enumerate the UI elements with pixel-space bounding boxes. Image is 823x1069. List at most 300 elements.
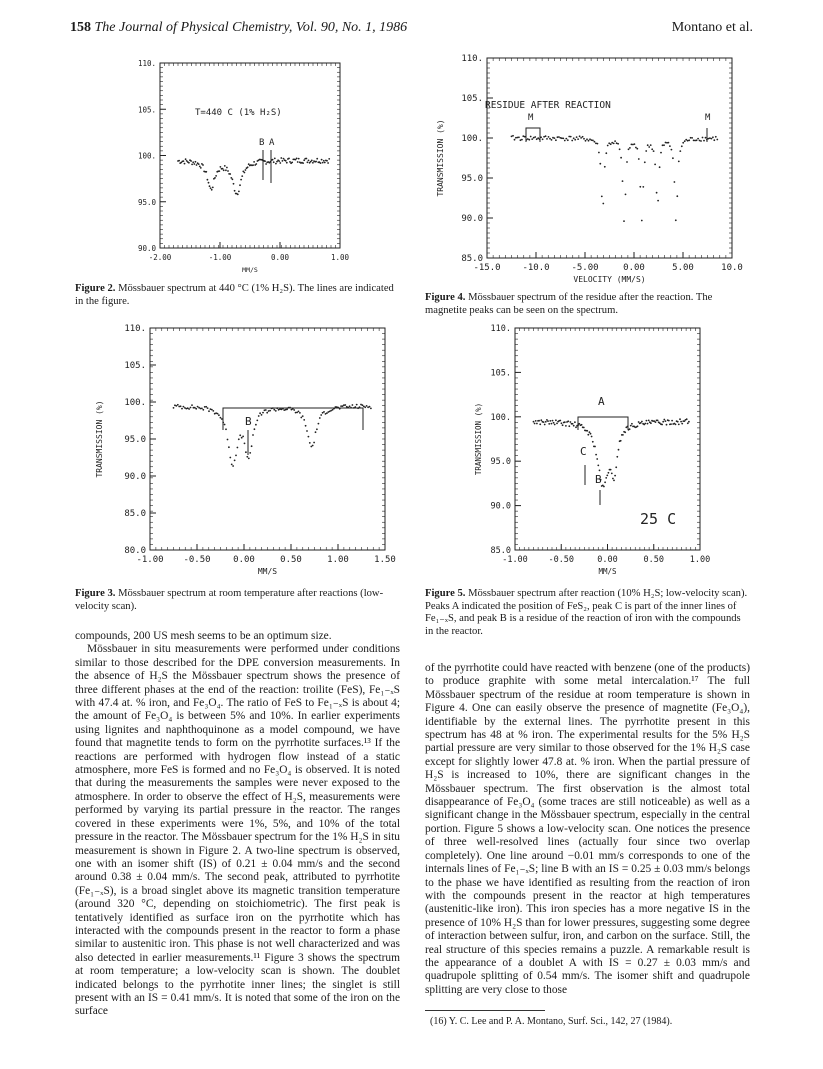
fig2-data-point	[297, 161, 299, 163]
fig5-data-point	[647, 423, 649, 425]
fig5-x-tick-label: 1.00	[689, 555, 711, 565]
fig2-data-point	[191, 164, 193, 166]
figure-2-chart	[95, 55, 365, 285]
fig3-data-point	[232, 465, 234, 467]
fig2-y-tick-label: 110.	[137, 59, 156, 68]
fig4-data-point	[716, 139, 718, 141]
fig2-data-point	[253, 161, 255, 163]
fig3-data-point	[344, 404, 346, 406]
fig5-x-tick-label: 0.50	[643, 555, 664, 565]
fig5-data-point	[591, 436, 593, 438]
fig3-data-point	[302, 415, 304, 417]
fig2-data-point	[209, 185, 211, 187]
fig3-data-point	[370, 408, 372, 410]
fig5-data-point	[533, 421, 535, 423]
fig3-data-point	[273, 409, 275, 411]
fig4-data-point	[623, 220, 625, 222]
fig3-data-point	[293, 409, 295, 411]
fig4-data-point	[580, 137, 582, 139]
fig2-data-point	[200, 167, 202, 169]
fig2-data-point	[239, 184, 241, 186]
fig5-y-tick-label: 105.	[490, 368, 511, 379]
fig5-data-point	[670, 423, 672, 425]
fig2-data-point	[288, 158, 290, 160]
fig2-data-point	[193, 163, 195, 165]
fig4-y-tick-label: 100.	[461, 134, 483, 144]
fig2-data-point	[316, 158, 318, 160]
fig4-data-point	[656, 192, 658, 194]
fig3-data-point	[308, 436, 310, 438]
fig3-data-point	[194, 407, 196, 409]
fig2-data-point	[312, 162, 314, 164]
fig5-data-point	[534, 423, 536, 425]
fig3-data-point	[246, 456, 248, 458]
fig3-data-point	[312, 445, 314, 447]
fig4-data-point	[565, 138, 567, 140]
fig5-data-point	[583, 427, 585, 429]
fig4-data-point	[665, 142, 667, 144]
fig5-data-point	[679, 418, 681, 420]
fig3-data-point	[212, 410, 214, 412]
fig3-data-point	[306, 430, 308, 432]
fig5-data-point	[595, 454, 597, 456]
fig3-data-point	[173, 407, 175, 409]
fig2-x-tick-label: -1.00	[208, 253, 232, 262]
fig4-x-tick-label: 10.0	[721, 263, 743, 273]
fig4-x-tick-label: -15.0	[473, 263, 501, 273]
fig4-data-point	[579, 135, 581, 137]
fig4-data-point	[515, 137, 517, 139]
fig4-data-point	[514, 139, 516, 141]
fig5-data-point	[536, 423, 538, 425]
fig4-data-point	[703, 140, 705, 142]
fig5-data-point	[620, 440, 622, 442]
fig3-data-point	[364, 406, 366, 408]
fig3-y-tick-label: 95.0	[124, 435, 146, 445]
fig5-data-point	[616, 456, 618, 458]
fig4-data-point	[599, 163, 601, 165]
fig4-data-point	[619, 148, 621, 150]
fig3-data-point	[352, 404, 354, 406]
figure-3-chart	[80, 320, 400, 580]
fig3-doublet-bracket	[223, 408, 363, 430]
figure-5-chart	[465, 320, 740, 580]
fig2-data-point	[184, 163, 186, 165]
journal-title: The Journal of Physical Chemistry, Vol. 90, No. 1, 1986	[94, 20, 408, 35]
fig3-data-point	[225, 428, 227, 430]
running-header	[70, 20, 407, 36]
fig5-data-point	[562, 424, 564, 426]
fig5-data-point	[622, 434, 624, 436]
fig2-data-point	[303, 159, 305, 161]
fig4-y-tick-label: 110.	[461, 54, 483, 64]
fig4-data-point	[638, 158, 640, 160]
fig4-data-point	[564, 140, 566, 142]
fig4-data-point	[617, 143, 619, 145]
fig5-data-point	[680, 421, 682, 423]
fig4-annotation: RESIDUE AFTER REACTION	[485, 100, 611, 111]
fig2-data-point	[279, 162, 281, 164]
fig4-x-axis-label: VELOCITY (MM/S)	[573, 275, 646, 284]
fig3-data-point	[316, 428, 318, 430]
fig4-data-point	[546, 138, 548, 140]
fig5-peak-label-b: B	[595, 473, 602, 486]
fig5-data-point	[612, 478, 614, 480]
fig4-data-point	[626, 161, 628, 163]
fig2-plot-frame	[160, 63, 340, 248]
fig3-plot-frame	[150, 328, 385, 550]
fig4-x-tick-label: -10.0	[522, 263, 550, 273]
fig5-data-point	[581, 424, 583, 426]
fig4-peak-label-left: M	[528, 113, 534, 123]
fig3-data-point	[269, 410, 271, 412]
fig4-data-point	[679, 150, 681, 152]
fig5-y-axis-label: TRANSMISSION (%)	[474, 402, 483, 476]
figure-4-caption	[425, 292, 750, 317]
fig5-data-point	[594, 446, 596, 448]
fig5-data-point	[677, 421, 679, 423]
fig2-data-point	[225, 169, 227, 171]
fig2-data-point	[291, 162, 293, 164]
fig5-y-tick-label: 85.0	[490, 546, 511, 556]
fig3-data-point	[332, 409, 334, 411]
fig4-x-tick-label: 5.00	[672, 263, 694, 273]
fig4-data-point	[567, 139, 569, 141]
fig5-data-point	[547, 420, 549, 422]
fig2-data-point	[282, 160, 284, 162]
fig2-data-point	[178, 160, 180, 162]
fig2-data-point	[296, 158, 298, 160]
fig5-data-point	[553, 422, 555, 424]
fig4-caption-text: Mössbauer spectrum of the residue after the reaction. The magnetite peaks can be seen on the spectrum.	[425, 292, 713, 316]
fig5-data-point	[604, 481, 606, 483]
fig2-data-point	[238, 191, 240, 193]
fig3-data-point	[224, 424, 226, 426]
fig2-y-tick-label: 100.	[137, 151, 156, 161]
fig3-data-point	[275, 410, 277, 412]
fig3-line-label: B	[245, 415, 252, 428]
fig2-data-point	[302, 162, 304, 164]
fig4-data-point	[562, 138, 564, 140]
fig2-data-point	[215, 175, 217, 177]
fig4-data-point	[696, 139, 698, 141]
fig5-data-point	[641, 421, 643, 423]
fig2-data-point	[298, 158, 300, 160]
fig5-data-point	[630, 425, 632, 427]
fig3-data-point	[318, 423, 320, 425]
left-paragraph-2: Mössbauer in situ measurements were performed under conditions similar to those described for the DPE conversion measurements. In the absence of H₂S the Mössbauer spectrum shows the presence of three different phases at the end of the reaction: troilite (FeS), Fe₁₋ₓS with 47.4 at. % iron, and Fe₃O₄. The ratio of FeS to Fe₁₋ₓS is about 4; the amount of Fe₃O₄ is between 5% and 10%. In earlier experiments using lignites and naphthoquinone as a model compound, we have found that magnetite tends to form on the pyrrhotite surfaces.¹³ If the reactions are performed with hydrogen flow instead of a static atmosphere, more FeS is formed and no Fe₃O₄ is observed. It is noted that during the measurements the samples were never exposed to the atmosphere. In order to observe the effect of H₂S, measurements were performed by varying its partial pressure in the reactor. The ranges covered in these experiments were 1%, 5%, and 10% of the total pressure in the reactor. The Mössbauer spectrum for the 1% H₂S in situ measurement is shown in Figure 2. A two-line spectrum is observed, one with an isomer shift (IS) of 0.21 ± 0.04 mm/s and the second around 0.38 ± 0.04 mm/s. The second peak, attributed to pyrrhotite (Fe₁₋ₓS), is a broad singlet above its magnetic transition temperature (around 320 °C, depending on stoichiometric). The first peak is tentatively identified as surface iron on the pyrrhotite which has interacted with the compounds present in the reactor to form a phase similar to austenitic iron. This phase is not well characterized and was also detected in earlier measurements.¹¹ Figure 3 shows the spectrum at room temperature; a low-velocity scan is shown. The doublet indicated belongs to the pyrrhotite inner lines; the singlet is still present with an IS = 0.41 mm/s. It is noted that some of the iron on the surface	[75, 643, 400, 1018]
fig3-data-point	[207, 407, 209, 409]
fig2-data-point	[308, 160, 310, 162]
fig2-data-point	[185, 158, 187, 160]
fig5-data-point	[610, 469, 612, 471]
figure-3-caption	[75, 588, 395, 613]
fig4-data-point	[549, 138, 551, 140]
fig5-data-point	[663, 419, 665, 421]
fig3-data-point	[326, 412, 328, 414]
fig2-data-point	[252, 164, 254, 166]
fig2-data-point	[232, 178, 234, 180]
fig4-data-point	[645, 150, 647, 152]
fig5-data-point	[668, 420, 670, 422]
fig4-data-point	[604, 166, 606, 168]
figure-2-caption	[75, 283, 395, 308]
fig2-data-point	[275, 163, 277, 165]
fig5-data-point	[570, 421, 572, 423]
fig2-data-point	[202, 164, 204, 166]
fig4-data-point	[598, 152, 600, 154]
fig3-data-point	[362, 404, 364, 406]
fig4-data-point	[675, 219, 677, 221]
fig2-data-point	[244, 172, 246, 174]
fig2-data-point	[211, 189, 213, 191]
fig5-data-point	[624, 431, 626, 433]
fig2-data-point	[224, 165, 226, 167]
fig3-data-point	[231, 464, 233, 466]
fig3-x-tick-label: 1.00	[327, 555, 349, 565]
fig4-data-point	[653, 150, 655, 152]
fig3-data-point	[262, 412, 264, 414]
fig4-data-point	[650, 144, 652, 146]
fig4-data-point	[524, 136, 526, 138]
fig2-data-point	[233, 183, 235, 185]
fig3-data-point	[217, 413, 219, 415]
fig2-data-point	[327, 162, 329, 164]
fig3-data-point	[300, 417, 302, 419]
fig2-data-point	[195, 161, 197, 163]
fig4-data-point	[570, 136, 572, 138]
fig5-y-tick-label: 100.	[490, 412, 511, 423]
fig5-data-point	[681, 423, 683, 425]
fig5-data-point	[603, 486, 605, 488]
fig3-data-point	[191, 404, 193, 406]
fig5-data-point	[646, 420, 648, 422]
fig2-caption-label: Figure 2.	[75, 283, 116, 294]
fig4-data-point	[512, 135, 514, 137]
fig4-data-point	[711, 138, 713, 140]
fig4-data-point	[635, 147, 637, 149]
footnote: (16) Y. C. Lee and P. A. Montano, Surf. Sci., 142, 27 (1984).	[430, 1016, 673, 1027]
fig5-data-point	[592, 441, 594, 443]
fig3-x-tick-label: 0.50	[280, 555, 302, 565]
fig2-data-point	[218, 170, 220, 172]
fig2-line-label-a: A	[269, 138, 275, 148]
fig4-data-point	[610, 143, 612, 145]
fig3-data-point	[234, 460, 236, 462]
fig3-data-point	[319, 417, 321, 419]
fig2-data-point	[223, 169, 225, 171]
fig5-data-point	[631, 423, 633, 425]
fig4-data-point	[684, 140, 686, 142]
fig4-data-point	[651, 148, 653, 150]
fig3-data-point	[195, 408, 197, 410]
fig5-data-point	[618, 449, 620, 451]
fig4-data-point	[574, 139, 576, 141]
fig4-data-point	[614, 140, 616, 142]
fig5-data-point	[629, 428, 631, 430]
fig3-data-point	[202, 409, 204, 411]
fig3-data-point	[245, 451, 247, 453]
fig5-data-point	[648, 420, 650, 422]
fig3-x-tick-label: 1.50	[374, 555, 396, 565]
fig5-data-point	[665, 420, 667, 422]
fig5-data-point	[637, 425, 639, 427]
fig5-data-point	[687, 422, 689, 424]
fig2-x-tick-label: 1.00	[330, 253, 350, 262]
fig3-data-point	[320, 414, 322, 416]
fig5-data-point	[561, 422, 563, 424]
fig4-data-point	[602, 203, 604, 205]
fig3-data-point	[265, 409, 267, 411]
fig4-data-point	[700, 140, 702, 142]
fig5-data-point	[573, 425, 575, 427]
fig3-data-point	[366, 405, 368, 407]
fig4-data-point	[629, 147, 631, 149]
fig4-data-point	[542, 138, 544, 140]
fig4-data-point	[688, 139, 690, 141]
fig5-data-point	[614, 475, 616, 477]
fig4-y-tick-label: 90.0	[461, 214, 483, 224]
fig4-data-point	[555, 139, 557, 141]
fig3-data-point	[349, 405, 351, 407]
fig3-data-point	[286, 408, 288, 410]
fig5-data-point	[671, 420, 673, 422]
fig2-data-point	[220, 166, 222, 168]
fig3-data-point	[252, 434, 254, 436]
fig3-data-point	[181, 408, 183, 410]
fig3-data-point	[218, 414, 220, 416]
fig3-data-point	[235, 455, 237, 457]
fig5-caption-text: Mössbauer spectrum after reaction (10% H₂S; low-velocity scan). Peaks A indicated the position of FeS₂, peak C is part of the inner lines of Fe₁₋ₓS, and peak B is a residue of the reaction of iron with the compounds in the reactor.	[425, 588, 748, 637]
fig4-data-point	[601, 196, 603, 198]
fig3-data-point	[256, 420, 258, 422]
fig4-data-point	[676, 195, 678, 197]
fig4-data-point	[586, 138, 588, 140]
fig2-data-point	[320, 162, 322, 164]
fig5-data-point	[605, 477, 607, 479]
fig5-data-point	[597, 465, 599, 467]
fig5-data-point	[613, 480, 615, 482]
fig4-data-point	[530, 136, 532, 138]
fig5-data-point	[615, 466, 617, 468]
fig3-data-point	[208, 410, 210, 412]
fig2-data-point	[208, 182, 210, 184]
fig2-x-axis-label: MM/S	[242, 266, 258, 274]
footnote-rule	[425, 1010, 545, 1011]
fig3-y-tick-label: 90.0	[124, 472, 146, 482]
fig4-data-point	[554, 137, 556, 139]
fig5-data-point	[640, 422, 642, 424]
right-paragraph-1: of the pyrrhotite could have reacted with benzene (one of the products) to produce graphite with some metal intercalation.¹⁷ The full Mössbauer spectrum of the residue at room temperature is shown in Figure 4. One can easily observe the presence of magnetite (Fe₃O₄), identifiable by the external lines. The pyrrhotite present in this spectrum has 48 at % iron. The experimental results for the 5% H₂S partial pressure are very similar to those observed for the 1% H₂S case except for slightly lower 47.8 at. % iron. When the partial pressure of H₂S is increased to 10%, there are significant changes in the Mössbauer spectrum. The first observation is the almost total disappearance of Fe₃O₄ (some traces are still noticeable) as well as a significant change in the Mössbauer spectrum, especially in the central portion. Figure 5 shows a low-velocity scan. One notices the presence of three well-resolved lines (actually four since two overlap completely). One line around −0.01 mm/s corresponds to one of the internals lines of Fe₁₋ₓS; line B with an IS = 0.25 ± 0.03 mm/s belongs to the phase we have identified as resulting from the reaction of iron with the compounds present in the reactor at high temperatures (austenitic-like iron). This iron species has a more negative IS in the presence of 10% H₂S than for lower pressures, suggesting some degree of interaction between sulfur, iron, and carbon on the surface. Still, the real structure of this species remains a puzzle. A remarkable result is the appearance of a doublet A with IS = 0.27 ± 0.03 mm/s and quadrupole splitting of 0.54 mm/s. The isomer shift and quadrupole splitting are very close to those	[425, 662, 750, 996]
fig2-data-point	[229, 173, 231, 175]
fig3-data-point	[303, 419, 305, 421]
fig4-data-point	[531, 138, 533, 140]
fig2-y-tick-label: 105.	[137, 105, 156, 115]
fig4-data-point	[536, 138, 538, 140]
fig5-doublet-bracket-a	[578, 417, 628, 430]
fig4-data-point	[521, 139, 523, 141]
fig5-data-point	[650, 422, 652, 424]
fig4-data-point	[713, 139, 715, 141]
fig4-data-point	[528, 139, 530, 141]
fig2-caption-text: Mössbauer spectrum at 440 °C (1% H₂S). The lines are indicated in the figure.	[75, 283, 394, 307]
fig3-data-point	[313, 442, 315, 444]
fig5-data-point	[606, 475, 608, 477]
page-number: 158	[70, 20, 91, 35]
fig4-data-point	[620, 157, 622, 159]
fig4-data-point	[668, 142, 670, 144]
fig2-data-point	[315, 161, 317, 163]
fig5-data-point	[548, 423, 550, 425]
fig4-data-point	[654, 164, 656, 166]
fig3-data-point	[254, 428, 256, 430]
fig2-x-tick-label: 0.00	[270, 253, 290, 262]
fig4-data-point	[702, 137, 704, 139]
fig3-data-point	[188, 408, 190, 410]
fig5-data-point	[567, 420, 569, 422]
fig2-data-point	[188, 162, 190, 164]
fig4-data-point	[582, 136, 584, 138]
fig4-data-point	[608, 142, 610, 144]
fig4-data-point	[674, 181, 676, 183]
fig5-x-tick-label: -0.50	[548, 555, 575, 565]
fig4-data-point	[605, 152, 607, 154]
fig5-data-point	[644, 423, 646, 425]
fig5-data-point	[662, 421, 664, 423]
fig4-data-point	[715, 136, 717, 138]
fig2-data-point	[278, 160, 280, 162]
fig4-y-axis-label: TRANSMISSION (%)	[436, 119, 445, 197]
fig2-x-tick-label: -2.00	[148, 253, 172, 262]
fig5-data-point	[688, 421, 690, 423]
fig5-data-point	[661, 424, 663, 426]
fig4-data-point	[571, 140, 573, 142]
fig3-caption-label: Figure 3.	[75, 588, 116, 599]
fig4-data-point	[663, 144, 665, 146]
fig2-data-point	[326, 160, 328, 162]
fig5-data-point	[590, 433, 592, 435]
fig3-data-point	[244, 443, 246, 445]
fig4-data-point	[573, 137, 575, 139]
fig4-data-point	[681, 145, 683, 147]
fig4-data-point	[518, 136, 520, 138]
fig4-data-point	[597, 143, 599, 145]
fig4-y-tick-label: 85.0	[461, 254, 483, 264]
fig4-data-point	[595, 142, 597, 144]
fig3-data-point	[369, 406, 371, 408]
fig3-data-point	[183, 406, 185, 408]
fig2-data-point	[280, 157, 282, 159]
fig5-data-point	[549, 420, 551, 422]
fig3-data-point	[259, 412, 261, 414]
fig3-data-point	[180, 405, 182, 407]
fig3-data-point	[229, 457, 231, 459]
fig2-data-point	[273, 161, 275, 163]
fig5-peak-label-c: C	[580, 445, 587, 458]
fig5-y-tick-label: 90.0	[490, 501, 511, 512]
fig2-data-point	[274, 158, 276, 160]
fig4-data-point	[672, 157, 674, 159]
fig5-data-point	[686, 418, 688, 420]
fig4-data-point	[636, 148, 638, 150]
fig2-data-point	[199, 166, 201, 168]
fig5-data-point	[586, 430, 588, 432]
right-column-text	[425, 662, 750, 997]
fig4-data-point	[585, 140, 587, 142]
fig4-data-point	[622, 180, 624, 182]
fig2-data-point	[272, 159, 274, 161]
fig2-data-point	[210, 187, 212, 189]
